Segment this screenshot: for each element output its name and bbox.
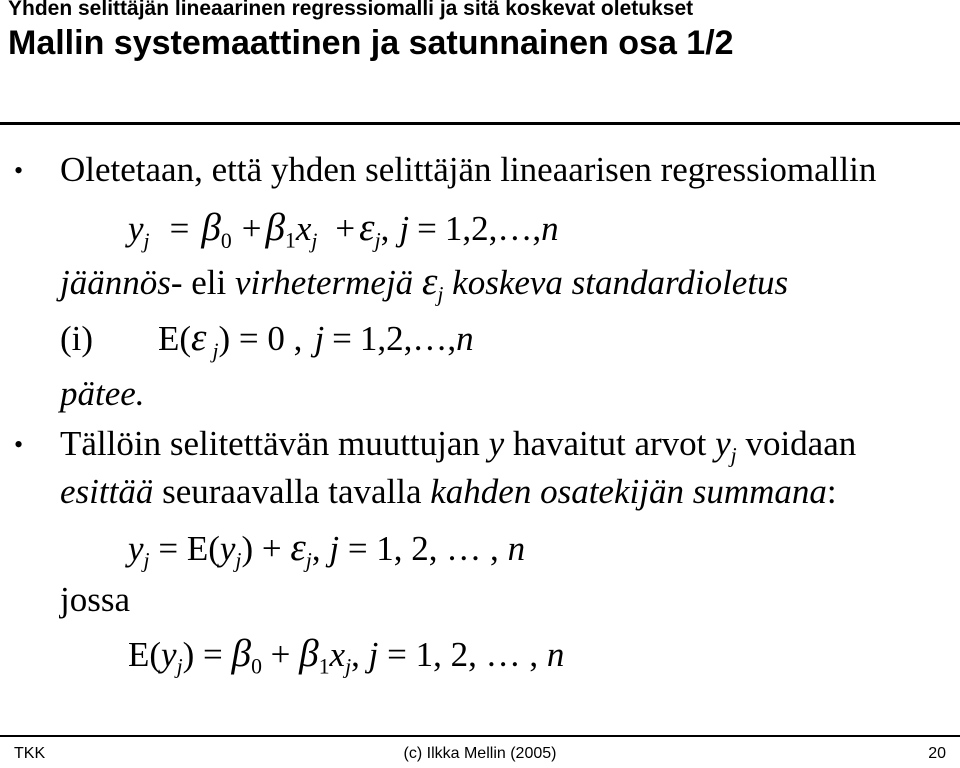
equation-decomposition: $y_j = E(y_j) + \varepsilon_j$, j = 1, 2, … , n (128, 526, 526, 573)
header-divider (0, 122, 960, 125)
assumption-label: (i) (60, 319, 94, 358)
slide-title: Mallin systemaattinen ja satunnainen osa 1/2 (8, 24, 734, 62)
equation-expected-value: $E(y_j) = \beta_0 + \beta_1x_j$, j = 1, 2, … , n (128, 632, 565, 679)
paragraph-then: Tällöin selitettävän muuttujan y havaitut arvot $y_j$ voidaan (60, 424, 857, 468)
slide-supertitle: Yhden selittäjän lineaarinen regressiomalli ja sitä koskevat oletukset (8, 0, 694, 20)
bullet-point: • (14, 156, 24, 185)
paragraph-assumption: Oletetaan, että yhden selittäjän lineaarisen regressiomallin (60, 150, 877, 189)
page-number: 20 (928, 745, 946, 762)
equation-regression-model: $y_j = \beta_0 + \beta_1x_j + \varepsilon_j$, j = 1,2,…,n (128, 206, 559, 253)
paragraph-residual: jäännös- eli virhetermejä $\varepsilon_j$ koskeva standardioletus (60, 260, 789, 307)
footer-divider (0, 735, 960, 737)
paragraph-represent: esittää seuraavalla tavalla kahden osatekijän summana: (60, 472, 837, 511)
bullet-point: • (14, 430, 24, 459)
paragraph-where: jossa (60, 580, 130, 619)
footer-copyright: (c) Ilkka Mellin (2005) (403, 745, 557, 762)
footer-institution: TKK (14, 745, 46, 762)
paragraph-holds: pätee. (60, 374, 145, 413)
equation-assumption-i: (i) E(ε $_j$) = 0 , j = 1,2,…,n (60, 316, 474, 363)
